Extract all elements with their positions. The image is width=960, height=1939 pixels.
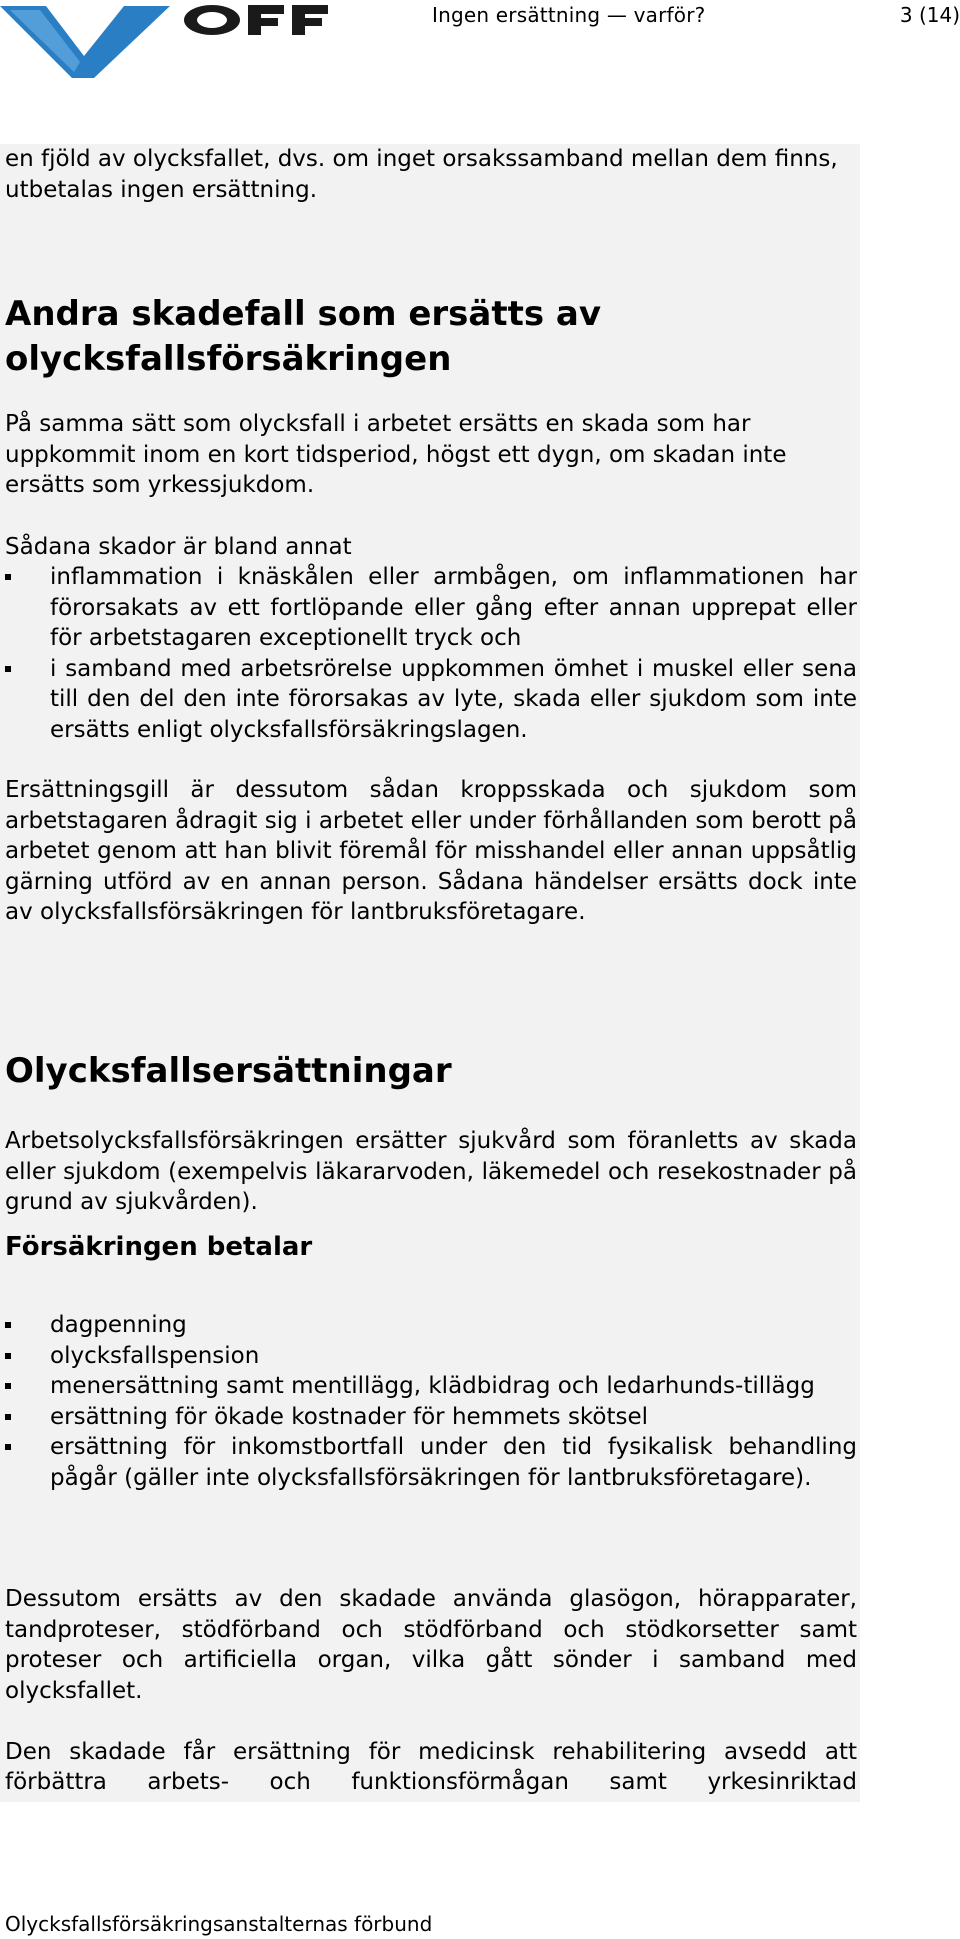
paragraph-dessutom: Dessutom ersätts av den skadade använda glasögon, hörapparater, tandproteser, stödförband och stödförband och stödkorsetter samt proteser och artificiella organ, vilka gått sönder i samband med olycksfallet. xyxy=(5,1586,857,1704)
list-item-text: inflammation i knäskålen eller armbågen, om inflammationen har förorsakats av ett fortlöpande eller gång efter annan upprepat eller för arbetstagaren exceptionellt tryck och xyxy=(50,564,857,651)
bullet-icon xyxy=(5,1444,11,1450)
logo-v-mark xyxy=(0,6,170,78)
header-title: Ingen ersättning — varför? xyxy=(432,3,706,27)
document-body xyxy=(0,144,860,1802)
bullet-icon xyxy=(5,1353,11,1359)
list-item xyxy=(0,654,857,746)
paragraph-den-skadade-line-2: förbättra arbets- och funktionsförmågan samt yrkesinriktad xyxy=(5,1769,857,1795)
list-betalar xyxy=(0,1310,857,1493)
list-item xyxy=(0,562,857,654)
list-item-text: ersättning för inkomstbortfall under den tid fysikalisk behandling pågår (gäller inte olycksfallsförsäkringen för lantbruksföretagare). xyxy=(50,1434,857,1491)
bullet-icon xyxy=(5,666,11,672)
list-item-text: dagpenning xyxy=(50,1312,187,1338)
heading-andra-skadefall: Andra skadefall som ersätts av olycksfallsförsäkringen xyxy=(5,294,602,379)
intro-paragraph: en fjöld av olycksfallet, dvs. om inget orsakssamband mellan dem finns, utbetalas ingen ersättning. xyxy=(5,146,838,203)
list-item xyxy=(0,1341,857,1372)
bullet-icon xyxy=(5,1322,11,1328)
list-skador xyxy=(0,562,857,745)
heading-forsakringen-betalar: Försäkringen betalar xyxy=(5,1232,313,1262)
paragraph-arbetsolycksfall: Arbetsolycksfallsförsäkringen ersätter sjukvård som föranletts av skada eller sjukdom (exempelvis läkararvoden, läkemedel och resekostnader på grund av sjukvården). xyxy=(5,1128,857,1215)
paragraph-den-skadade-line-1: Den skadade får ersättning för medicinsk rehabilitering avsedd att xyxy=(5,1739,857,1765)
heading-olycksfallsersattningar: Olycksfallsersättningar xyxy=(5,1051,452,1091)
paragraph-samma-satt: På samma sätt som olycksfall i arbetet ersätts en skada som har uppkommit inom en kort tidsperiod, högst ett dygn, om skadan inte ersätts som yrkessjukdom. xyxy=(5,411,787,498)
list-item-text: ersättning för ökade kostnader för hemmets skötsel xyxy=(50,1403,649,1430)
list-item-text: menersättning samt mentillägg, klädbidrag och ledarhunds-tillägg xyxy=(50,1373,815,1399)
list-item xyxy=(0,1432,857,1493)
paragraph-sadana-skador: Sådana skador är bland annat xyxy=(5,534,352,560)
paragraph-ersattningsgill: Ersättningsgill är dessutom sådan kroppsskada och sjukdom som arbetstagaren ådragit sig i arbetet eller under förhållanden som berott på arbetet genom att han blivit föremål för misshandel eller annan uppsåtlig gärning utförd av en annan person. Sådana händelser ersätts dock inte av olycksfallsförsäkringen för lantbruksföretagare. xyxy=(5,777,857,925)
bullet-icon xyxy=(5,1383,11,1389)
list-item xyxy=(0,1371,857,1402)
page-number: 3 (14) xyxy=(899,3,960,27)
logo-off-letters xyxy=(184,5,328,35)
bullet-icon xyxy=(5,574,11,580)
list-item xyxy=(0,1402,857,1433)
footer-organization: Olycksfallsförsäkringsanstalternas förbund xyxy=(5,1912,433,1936)
list-item-text: i samband med arbetsrörelse uppkommen ömhet i muskel eller sena till den del den inte förorsakas av lyte, skada eller sjukdom som inte ersätts enligt olycksfallsförsäkringslagen. xyxy=(50,655,857,743)
bullet-icon xyxy=(5,1414,11,1420)
list-item xyxy=(0,1310,857,1341)
list-item-text: olycksfallspension xyxy=(50,1342,260,1369)
off-logo xyxy=(0,0,360,80)
